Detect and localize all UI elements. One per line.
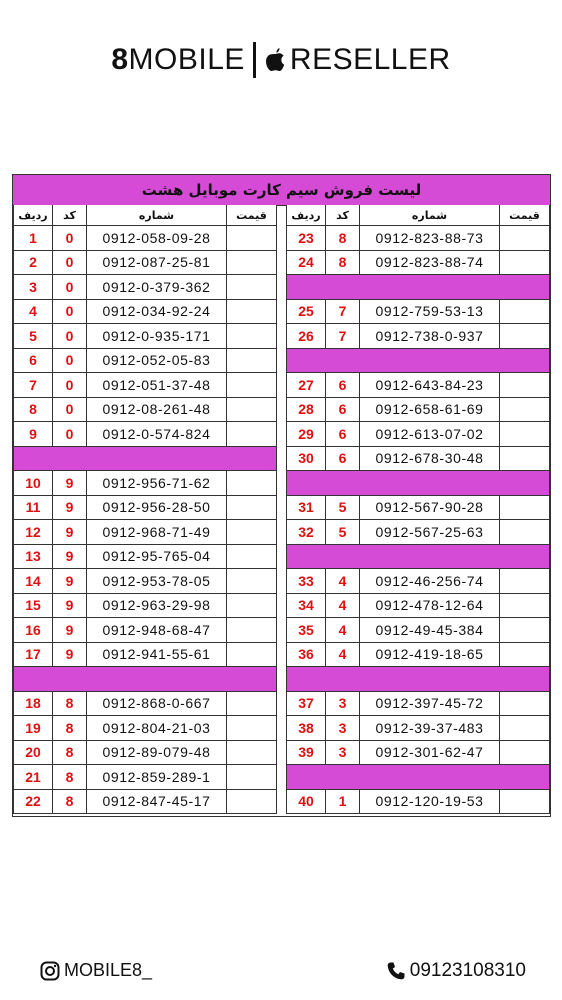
row-code: 8 — [326, 226, 360, 250]
row-code: 0 — [53, 324, 87, 348]
table-row — [13, 471, 277, 496]
row-number: 0912-963-29-98 — [87, 594, 227, 618]
row-number: 0912-956-71-62 — [87, 471, 227, 495]
row-price — [500, 520, 550, 544]
row-number: 0912-0-574-824 — [87, 422, 227, 446]
row-code: 5 — [326, 496, 360, 520]
row-index: 1 — [13, 226, 53, 250]
row-price — [227, 594, 277, 618]
row-code: 0 — [53, 398, 87, 422]
table-row — [13, 569, 277, 594]
row-number: 0912-941-55-61 — [87, 643, 227, 667]
row-index: 11 — [13, 496, 53, 520]
row-index: 30 — [286, 447, 326, 471]
row-price — [500, 422, 550, 446]
table-row — [13, 520, 277, 545]
header-code: کد — [326, 205, 360, 225]
row-price — [227, 422, 277, 446]
row-code: 7 — [326, 300, 360, 324]
table-row — [13, 226, 277, 251]
row-number: 0912-968-71-49 — [87, 520, 227, 544]
instagram-icon — [40, 961, 60, 981]
row-index: 12 — [13, 520, 53, 544]
row-index: 23 — [286, 226, 326, 250]
row-index: 2 — [13, 251, 53, 275]
table-row — [286, 373, 550, 398]
row-index: 15 — [13, 594, 53, 618]
table-row — [13, 398, 277, 423]
row-number: 0912-478-12-64 — [360, 594, 500, 618]
row-index: 29 — [286, 422, 326, 446]
row-code: 9 — [53, 520, 87, 544]
row-price — [227, 765, 277, 789]
row-number: 0912-419-18-65 — [360, 643, 500, 667]
row-number: 0912-823-88-74 — [360, 251, 500, 275]
row-code: 8 — [53, 765, 87, 789]
row-price — [500, 741, 550, 765]
header-code: کد — [53, 205, 87, 225]
row-price — [500, 447, 550, 471]
row-code: 6 — [326, 398, 360, 422]
row-code: 0 — [53, 275, 87, 299]
row-number: 0912-087-25-81 — [87, 251, 227, 275]
table-half-right — [286, 205, 550, 814]
table-row — [286, 692, 550, 717]
row-number: 0912-643-84-23 — [360, 373, 500, 397]
row-code: 9 — [53, 569, 87, 593]
row-number: 0912-678-30-48 — [360, 447, 500, 471]
table-row — [13, 643, 277, 668]
row-code: 4 — [326, 569, 360, 593]
row-code: 9 — [53, 496, 87, 520]
brand-divider — [253, 42, 256, 78]
row-index: 31 — [286, 496, 326, 520]
row-number: 0912-567-90-28 — [360, 496, 500, 520]
row-price — [500, 643, 550, 667]
row-price — [227, 741, 277, 765]
row-price — [227, 275, 277, 299]
row-price — [500, 226, 550, 250]
row-price — [227, 545, 277, 569]
row-price — [227, 398, 277, 422]
table-row — [13, 618, 277, 643]
row-number: 0912-39-37-483 — [360, 716, 500, 740]
table-title: لیست فروش سیم کارت موبایل هشت — [13, 175, 550, 206]
row-index: 5 — [13, 324, 53, 348]
brand-header — [0, 38, 562, 82]
row-price — [227, 716, 277, 740]
row-code: 8 — [53, 716, 87, 740]
row-number: 0912-0-379-362 — [87, 275, 227, 299]
row-price — [227, 324, 277, 348]
table-row — [13, 594, 277, 619]
table-row — [13, 716, 277, 741]
row-number: 0912-567-25-63 — [360, 520, 500, 544]
row-price — [227, 471, 277, 495]
table-row — [286, 716, 550, 741]
table-row — [13, 300, 277, 325]
row-index: 9 — [13, 422, 53, 446]
row-number: 0912-301-62-47 — [360, 741, 500, 765]
group-separator — [286, 349, 550, 374]
group-separator — [13, 667, 277, 692]
row-index: 32 — [286, 520, 326, 544]
table-row — [286, 398, 550, 423]
row-code: 0 — [53, 349, 87, 373]
row-code: 9 — [53, 618, 87, 642]
header-index: ردیف — [13, 205, 53, 225]
row-number: 0912-847-45-17 — [87, 790, 227, 814]
row-code: 3 — [326, 716, 360, 740]
row-number: 0912-956-28-50 — [87, 496, 227, 520]
row-code: 6 — [326, 373, 360, 397]
row-price — [500, 569, 550, 593]
row-number: 0912-49-45-384 — [360, 618, 500, 642]
row-index: 6 — [13, 349, 53, 373]
apple-logo-icon — [264, 47, 286, 73]
row-price — [227, 300, 277, 324]
row-number: 0912-058-09-28 — [87, 226, 227, 250]
row-code: 0 — [53, 251, 87, 275]
table-half-left — [13, 205, 277, 814]
instagram-handle[interactable] — [40, 960, 152, 981]
row-price — [227, 643, 277, 667]
row-index: 21 — [13, 765, 53, 789]
table-row — [286, 226, 550, 251]
row-index: 27 — [286, 373, 326, 397]
row-code: 0 — [53, 422, 87, 446]
table-header-row — [286, 205, 550, 226]
table-row — [286, 643, 550, 668]
row-price — [227, 373, 277, 397]
row-number: 0912-859-289-1 — [87, 765, 227, 789]
row-code: 9 — [53, 545, 87, 569]
row-price — [227, 618, 277, 642]
table-row — [13, 275, 277, 300]
row-index: 3 — [13, 275, 53, 299]
row-number: 0912-46-256-74 — [360, 569, 500, 593]
table-row — [13, 545, 277, 570]
row-code: 0 — [53, 226, 87, 250]
row-price — [227, 226, 277, 250]
group-separator — [286, 765, 550, 790]
row-price — [500, 373, 550, 397]
row-price — [500, 716, 550, 740]
row-index: 37 — [286, 692, 326, 716]
table-row — [286, 569, 550, 594]
row-price — [227, 251, 277, 275]
row-code: 8 — [53, 790, 87, 814]
table-row — [13, 324, 277, 349]
table-row — [286, 618, 550, 643]
row-number: 0912-658-61-69 — [360, 398, 500, 422]
row-price — [500, 398, 550, 422]
table-header-row — [13, 205, 277, 226]
row-code: 9 — [53, 594, 87, 618]
row-number: 0912-051-37-48 — [87, 373, 227, 397]
row-index: 18 — [13, 692, 53, 716]
row-price — [500, 324, 550, 348]
group-separator — [286, 667, 550, 692]
row-code: 9 — [53, 643, 87, 667]
table-row — [13, 765, 277, 790]
row-code: 3 — [326, 692, 360, 716]
row-index: 13 — [13, 545, 53, 569]
header-number: شماره — [87, 205, 227, 225]
group-separator — [286, 545, 550, 570]
row-index: 25 — [286, 300, 326, 324]
row-price — [500, 300, 550, 324]
brand-right: RESELLER — [289, 43, 451, 76]
row-price — [500, 251, 550, 275]
table-row — [286, 324, 550, 349]
brand-left: 8MOBILE — [111, 43, 245, 76]
row-number: 0912-613-07-02 — [360, 422, 500, 446]
sim-card-price-table — [12, 174, 551, 817]
row-number: 0912-868-0-667 — [87, 692, 227, 716]
row-index: 19 — [13, 716, 53, 740]
row-code: 9 — [53, 471, 87, 495]
row-price — [227, 569, 277, 593]
table-row — [286, 741, 550, 766]
row-number: 0912-0-935-171 — [87, 324, 227, 348]
row-index: 17 — [13, 643, 53, 667]
table-row — [286, 594, 550, 619]
row-index: 10 — [13, 471, 53, 495]
table-row — [286, 300, 550, 325]
header-price: قیمت — [227, 205, 277, 225]
row-index: 24 — [286, 251, 326, 275]
instagram-text: MOBILE8_ — [64, 960, 153, 980]
row-number: 0912-120-19-53 — [360, 790, 500, 814]
row-index: 36 — [286, 643, 326, 667]
row-price — [500, 496, 550, 520]
row-number: 0912-759-53-13 — [360, 300, 500, 324]
table-row — [13, 422, 277, 447]
row-index: 26 — [286, 324, 326, 348]
row-index: 38 — [286, 716, 326, 740]
table-row — [13, 692, 277, 717]
row-index: 39 — [286, 741, 326, 765]
table-row — [13, 349, 277, 374]
row-code: 8 — [326, 251, 360, 275]
row-code: 3 — [326, 741, 360, 765]
header-index: ردیف — [286, 205, 326, 225]
row-code: 8 — [53, 741, 87, 765]
row-code: 1 — [326, 790, 360, 814]
row-price — [500, 692, 550, 716]
table-row — [286, 790, 550, 815]
row-index: 4 — [13, 300, 53, 324]
group-separator — [286, 275, 550, 300]
row-index: 22 — [13, 790, 53, 814]
row-number: 0912-823-88-73 — [360, 226, 500, 250]
row-index: 28 — [286, 398, 326, 422]
row-index: 14 — [13, 569, 53, 593]
row-code: 8 — [53, 692, 87, 716]
table-row — [13, 251, 277, 276]
phone-icon — [386, 961, 406, 981]
row-price — [227, 496, 277, 520]
row-code: 4 — [326, 594, 360, 618]
row-index: 33 — [286, 569, 326, 593]
row-code: 4 — [326, 643, 360, 667]
table-row — [286, 447, 550, 472]
row-code: 0 — [53, 300, 87, 324]
table-row — [286, 520, 550, 545]
row-price — [227, 349, 277, 373]
row-code: 6 — [326, 422, 360, 446]
row-number: 0912-034-92-24 — [87, 300, 227, 324]
row-code: 5 — [326, 520, 360, 544]
header-price: قیمت — [500, 205, 550, 225]
group-separator — [13, 447, 277, 472]
row-code: 6 — [326, 447, 360, 471]
row-price — [500, 594, 550, 618]
row-number: 0912-804-21-03 — [87, 716, 227, 740]
row-index: 40 — [286, 790, 326, 814]
row-number: 0912-052-05-83 — [87, 349, 227, 373]
table-row — [13, 373, 277, 398]
header-number: شماره — [360, 205, 500, 225]
group-separator — [286, 471, 550, 496]
row-number: 0912-95-765-04 — [87, 545, 227, 569]
row-number: 0912-397-45-72 — [360, 692, 500, 716]
table-row — [286, 496, 550, 521]
table-row — [286, 251, 550, 276]
row-number: 0912-948-68-47 — [87, 618, 227, 642]
row-number: 0912-738-0-937 — [360, 324, 500, 348]
row-price — [227, 520, 277, 544]
table-row — [13, 496, 277, 521]
phone-number: 09123108310 — [409, 960, 526, 981]
row-code: 4 — [326, 618, 360, 642]
row-price — [500, 618, 550, 642]
row-price — [227, 790, 277, 814]
row-code: 0 — [53, 373, 87, 397]
phone-contact[interactable] — [386, 960, 526, 982]
row-index: 20 — [13, 741, 53, 765]
row-price — [500, 790, 550, 814]
row-number: 0912-953-78-05 — [87, 569, 227, 593]
row-number: 0912-89-079-48 — [87, 741, 227, 765]
row-index: 7 — [13, 373, 53, 397]
row-index: 35 — [286, 618, 326, 642]
row-code: 7 — [326, 324, 360, 348]
row-index: 16 — [13, 618, 53, 642]
row-price — [227, 692, 277, 716]
table-row — [13, 790, 277, 815]
table-row — [13, 741, 277, 766]
row-number: 0912-08-261-48 — [87, 398, 227, 422]
table-row — [286, 422, 550, 447]
row-index: 34 — [286, 594, 326, 618]
row-index: 8 — [13, 398, 53, 422]
